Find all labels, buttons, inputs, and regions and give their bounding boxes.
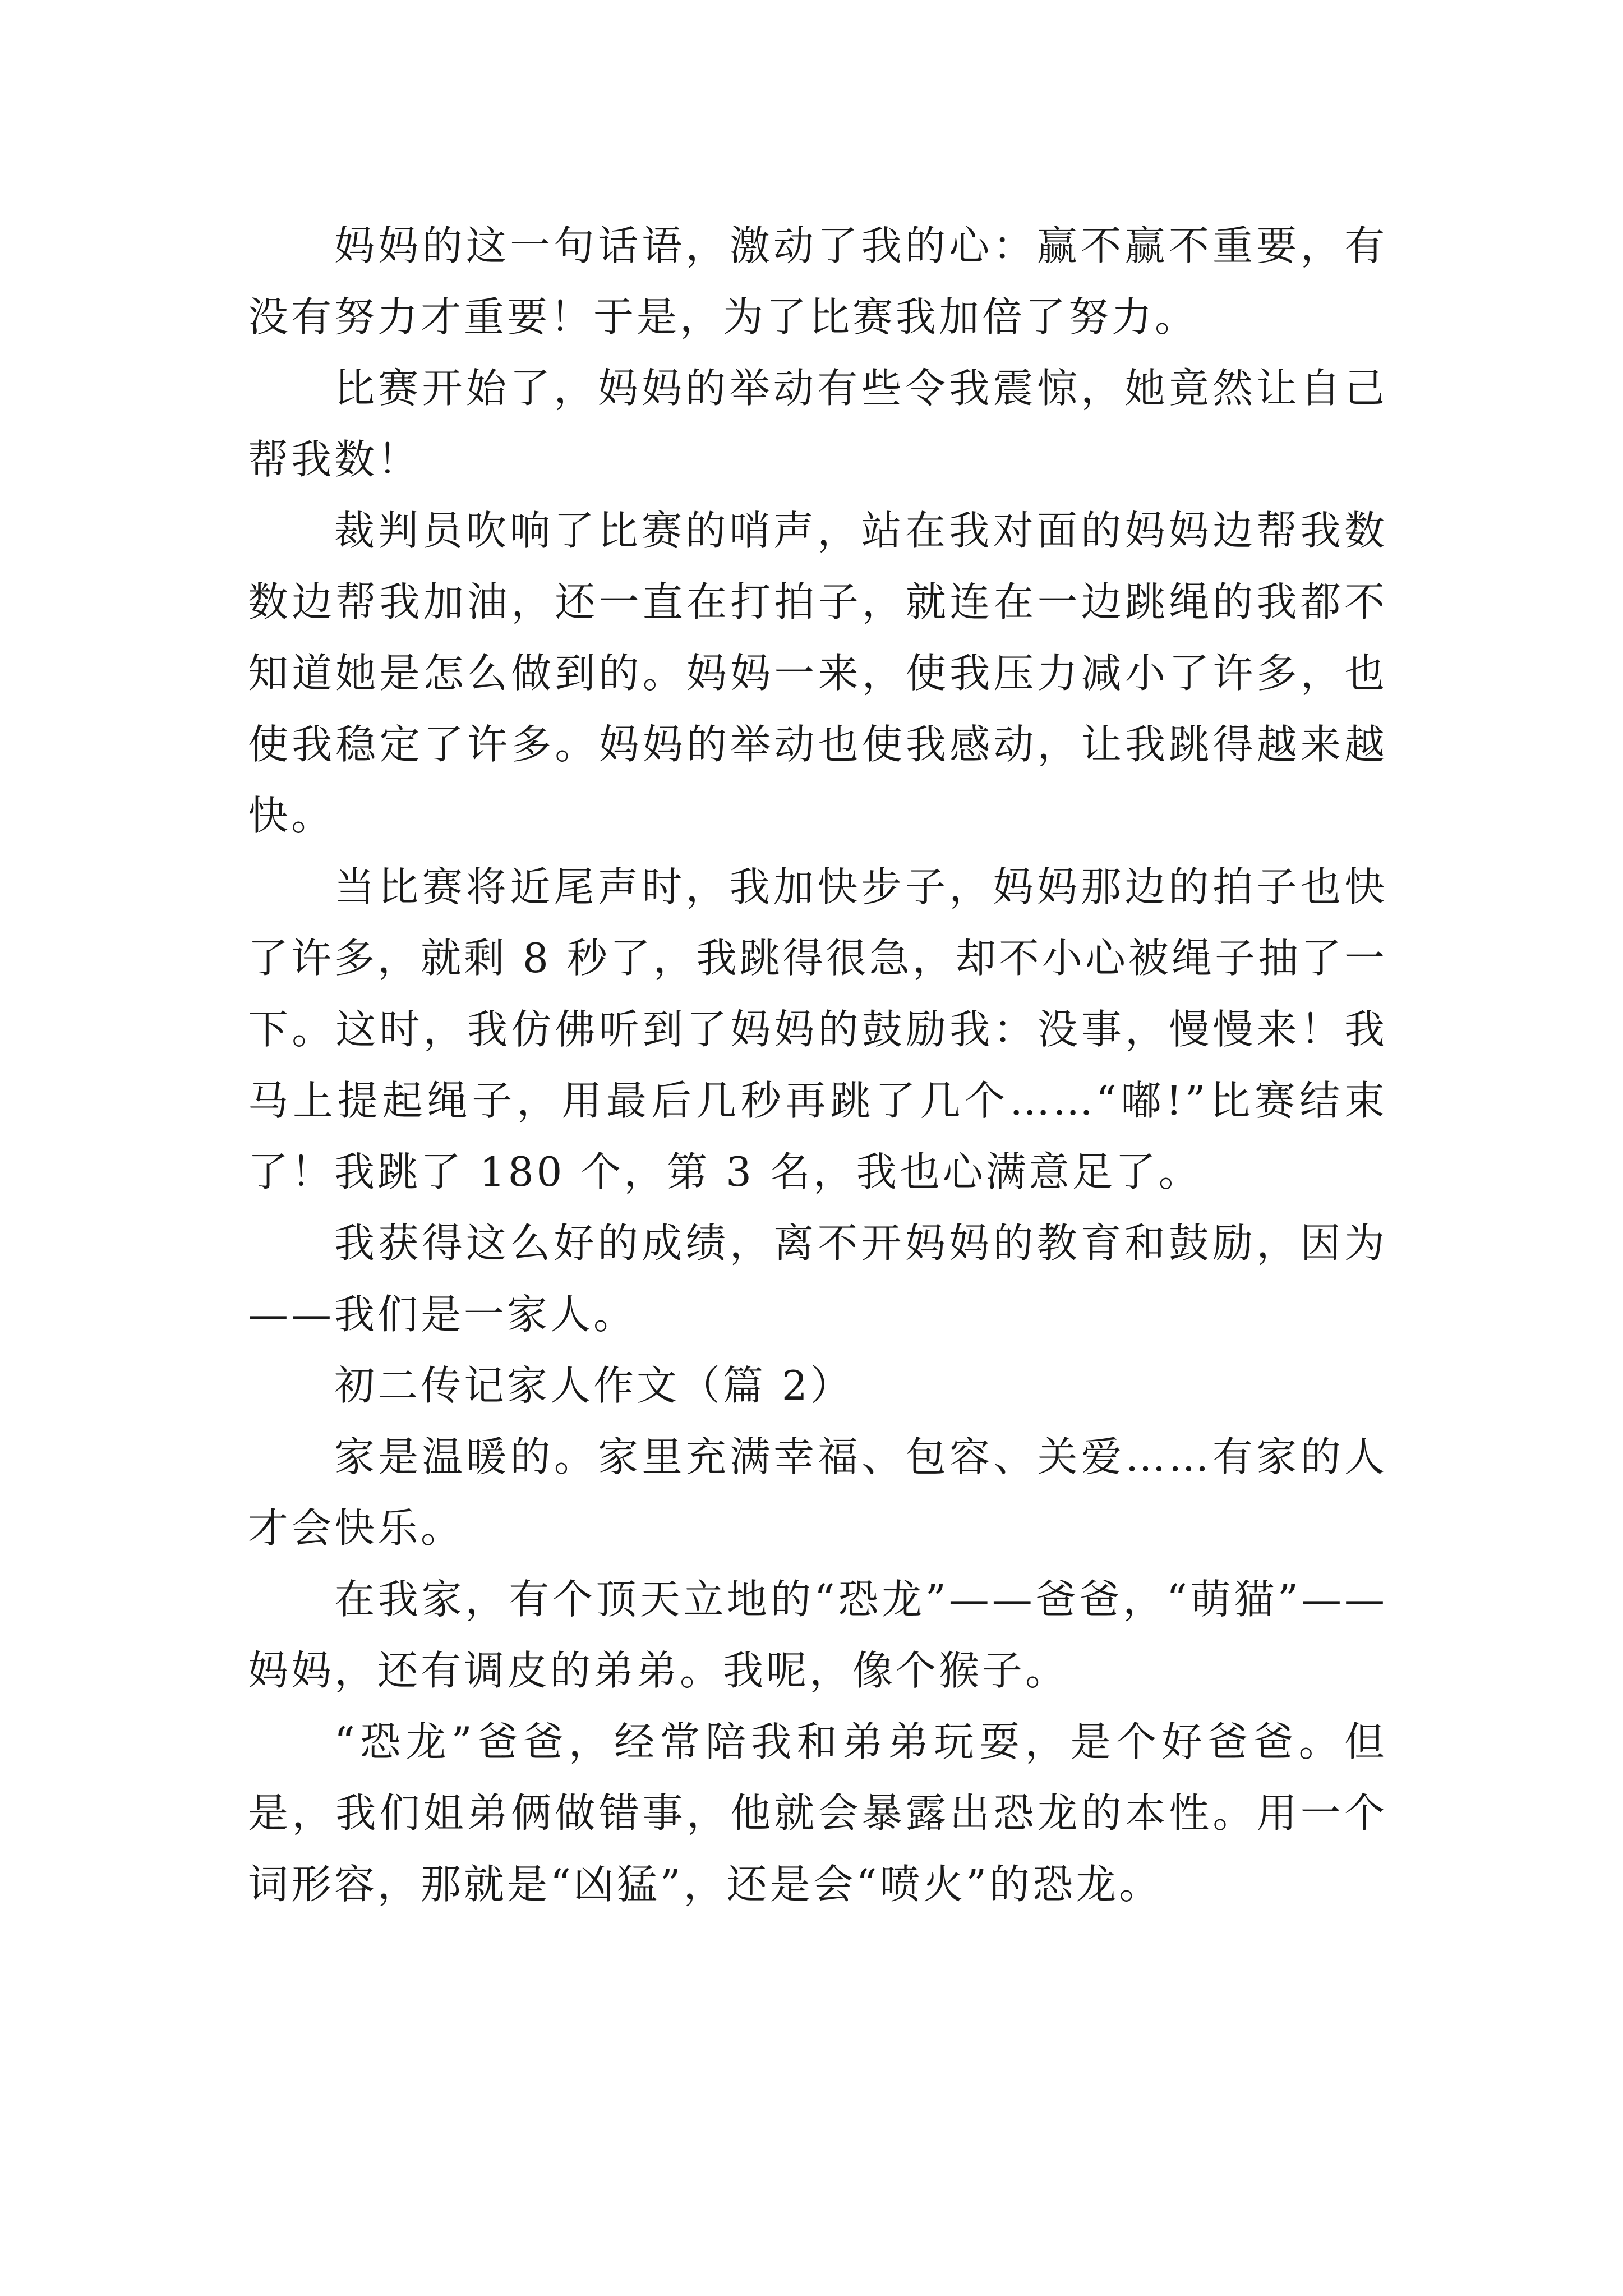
paragraph: 妈妈的这一句话语，激动了我的心：赢不赢不重要，有没有努力才重要！于是，为了比赛我加倍了努力。: [248, 222, 1387, 341]
paragraph: 在我家，有个顶天立地的“恐龙”——爸爸，“萌猫”——妈妈，还有调皮的弟弟。我呢，像个猴子。: [248, 1576, 1387, 1694]
body-text: [248, 210, 1387, 1920]
paragraph: 家是温暖的。家里充满幸福、包容、关爱……有家的人才会快乐。: [248, 1433, 1387, 1552]
paragraph: 比赛开始了，妈妈的举动有些令我震惊，她竟然让自己帮我数！: [248, 365, 1387, 483]
paragraph: 我获得这么好的成绩，离不开妈妈的教育和鼓励，因为——我们是一家人。: [248, 1220, 1387, 1338]
paragraph: 当比赛将近尾声时，我加快步子，妈妈那边的拍子也快了许多，就剩 8 秒了，我跳得很急，却不小心被绳子抽了一下。这时，我仿佛听到了妈妈的鼓励我：没事，慢慢来！我马上提起绳子，用最后几秒再跳了几个……“嘟!”比赛结束了！我跳了 180 个，第 3 名，我也心满意足了。: [248, 863, 1387, 1195]
section-heading: 初二传记家人作文（篇 2）: [334, 1362, 854, 1409]
paragraph: 裁判员吹响了比赛的哨声，站在我对面的妈妈边帮我数数边帮我加油，还一直在打拍子，就连在一边跳绳的我都不知道她是怎么做到的。妈妈一来，使我压力减小了许多，也使我稳定了许多。妈妈的举动也使我感动，让我跳得越来越快。: [248, 507, 1387, 839]
paragraph: “恐龙”爸爸，经常陪我和弟弟玩耍，是个好爸爸。但是，我们姐弟俩做错事，他就会暴露出恐龙的本性。用一个词形容，那就是“凶猛”，还是会“喷火”的恐龙。: [248, 1718, 1387, 1908]
